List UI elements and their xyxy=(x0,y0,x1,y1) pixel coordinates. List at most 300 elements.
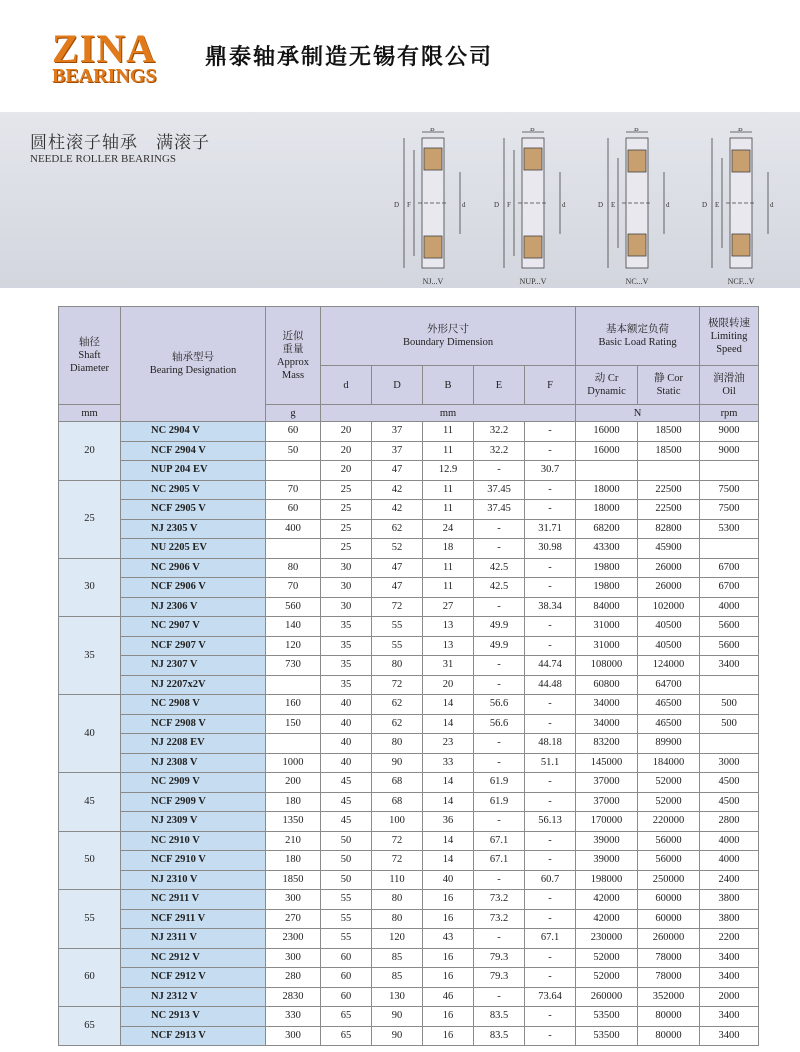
diagram-caption: NUP...V xyxy=(519,277,547,286)
speed-cell: 7500 xyxy=(700,500,759,520)
cor-cell: 220000 xyxy=(638,812,700,832)
d-cell: 45 xyxy=(321,773,372,793)
b-cell: 14 xyxy=(423,773,474,793)
designation-cell: NU 2205 EV xyxy=(121,539,266,559)
mass-cell: 730 xyxy=(266,656,321,676)
designation-cell: NJ 2208 EV xyxy=(121,734,266,754)
speed-cell xyxy=(700,675,759,695)
f-cell: - xyxy=(525,851,576,871)
table-row xyxy=(59,617,759,637)
f-cell: - xyxy=(525,773,576,793)
designation-cell: NJ 2310 V xyxy=(121,870,266,890)
cr-cell: 16000 xyxy=(576,441,638,461)
big-d-cell: 72 xyxy=(372,851,423,871)
boundary-en: Boundary Dimension xyxy=(402,337,494,348)
dim-e: E xyxy=(715,201,720,209)
cr-cell: 16000 xyxy=(576,422,638,442)
d-cell: 50 xyxy=(321,870,372,890)
b-cell: 13 xyxy=(423,617,474,637)
d-cell: 65 xyxy=(321,1007,372,1027)
table-row xyxy=(59,500,759,520)
speed-cell xyxy=(700,734,759,754)
big-d-cell: 47 xyxy=(372,558,423,578)
shaft-diameter-cell: 50 xyxy=(59,831,121,890)
dim-b: B xyxy=(430,128,435,133)
b-cell: 18 xyxy=(423,539,474,559)
mass-cell: 80 xyxy=(266,558,321,578)
cr-cell: 84000 xyxy=(576,597,638,617)
diagram-nj xyxy=(388,128,478,288)
cor-cell: 22500 xyxy=(638,500,700,520)
d-cell: 25 xyxy=(321,539,372,559)
designation-cell: NC 2906 V xyxy=(121,558,266,578)
b-cell: 43 xyxy=(423,929,474,949)
cor-cell: 102000 xyxy=(638,597,700,617)
big-d-cell: 120 xyxy=(372,929,423,949)
designation-cell: NC 2905 V xyxy=(121,480,266,500)
mass-cell: 70 xyxy=(266,480,321,500)
f-cell: - xyxy=(525,909,576,929)
speed-cell: 4500 xyxy=(700,792,759,812)
bearing-section-icon xyxy=(388,128,478,278)
big-d-cell: 55 xyxy=(372,636,423,656)
e-cell: - xyxy=(474,656,525,676)
table-body xyxy=(59,422,759,1046)
col-big-d: D xyxy=(372,366,423,405)
speed-cell: 2200 xyxy=(700,929,759,949)
shaft-diameter-cell: 55 xyxy=(59,890,121,949)
table-row xyxy=(59,519,759,539)
b-cell: 14 xyxy=(423,851,474,871)
mass-cell xyxy=(266,734,321,754)
mass-en2: Mass xyxy=(281,369,305,381)
d-cell: 60 xyxy=(321,987,372,1007)
d-cell: 25 xyxy=(321,519,372,539)
speed-cell: 3400 xyxy=(700,1026,759,1046)
cr-cell: 31000 xyxy=(576,636,638,656)
cor-cell: 18500 xyxy=(638,441,700,461)
d-cell: 30 xyxy=(321,558,372,578)
designation-cell: NC 2904 V xyxy=(121,422,266,442)
d-cell: 40 xyxy=(321,734,372,754)
big-d-cell: 68 xyxy=(372,792,423,812)
designation-cell: NJ 2306 V xyxy=(121,597,266,617)
table-row xyxy=(59,792,759,812)
mass-cell: 300 xyxy=(266,1026,321,1046)
designation-cell: NCF 2913 V xyxy=(121,1026,266,1046)
cor-cell: 64700 xyxy=(638,675,700,695)
mass-cell: 200 xyxy=(266,773,321,793)
mass-cell xyxy=(266,539,321,559)
cr-cell: 260000 xyxy=(576,987,638,1007)
cr-cell: 68200 xyxy=(576,519,638,539)
table-row xyxy=(59,890,759,910)
cor-cell: 124000 xyxy=(638,656,700,676)
mass-cell: 160 xyxy=(266,695,321,715)
cor-en: Static xyxy=(656,386,681,397)
f-cell: 60.7 xyxy=(525,870,576,890)
d-cell: 50 xyxy=(321,851,372,871)
e-cell: 42.5 xyxy=(474,558,525,578)
cor-cell: 46500 xyxy=(638,714,700,734)
cor-cell: 52000 xyxy=(638,773,700,793)
shaft-diameter-cell: 40 xyxy=(59,695,121,773)
mass-cell: 120 xyxy=(266,636,321,656)
cr-cell: 145000 xyxy=(576,753,638,773)
mass-cell: 210 xyxy=(266,831,321,851)
d-cell: 25 xyxy=(321,500,372,520)
designation-cell: NCF 2912 V xyxy=(121,968,266,988)
bearing-section-icon xyxy=(488,128,578,278)
table-row xyxy=(59,539,759,559)
col-e: E xyxy=(474,366,525,405)
designation-cell: NCF 2908 V xyxy=(121,714,266,734)
f-cell: - xyxy=(525,968,576,988)
table-row xyxy=(59,695,759,715)
b-cell: 27 xyxy=(423,597,474,617)
e-cell: 37.45 xyxy=(474,500,525,520)
d-cell: 20 xyxy=(321,461,372,481)
b-cell: 24 xyxy=(423,519,474,539)
big-d-cell: 80 xyxy=(372,734,423,754)
designation-cell: NCF 2907 V xyxy=(121,636,266,656)
f-cell: 73.64 xyxy=(525,987,576,1007)
big-d-cell: 130 xyxy=(372,987,423,1007)
designation-cell: NUP 204 EV xyxy=(121,461,266,481)
dim-small-d: d xyxy=(770,201,774,209)
unit-dims: mm xyxy=(321,405,576,422)
e-cell: 79.3 xyxy=(474,968,525,988)
cor-cell: 60000 xyxy=(638,909,700,929)
table-row xyxy=(59,558,759,578)
mass-cell: 1000 xyxy=(266,753,321,773)
cr-cell: 52000 xyxy=(576,968,638,988)
big-d-cell: 80 xyxy=(372,909,423,929)
b-cell: 14 xyxy=(423,714,474,734)
cor-cell: 40500 xyxy=(638,636,700,656)
d-cell: 60 xyxy=(321,948,372,968)
mass-cell: 140 xyxy=(266,617,321,637)
mass-cell: 270 xyxy=(266,909,321,929)
cr-cell: 52000 xyxy=(576,948,638,968)
cor-cn: 静 Cor xyxy=(654,373,683,384)
cr-cell: 108000 xyxy=(576,656,638,676)
big-d-cell: 110 xyxy=(372,870,423,890)
b-cell: 36 xyxy=(423,812,474,832)
f-cell: - xyxy=(525,558,576,578)
cor-cell: 352000 xyxy=(638,987,700,1007)
designation-en: Bearing Designation xyxy=(149,365,237,376)
designation-cell: NCF 2905 V xyxy=(121,500,266,520)
d-cell: 55 xyxy=(321,890,372,910)
col-speed-header xyxy=(700,307,759,366)
d-cell: 50 xyxy=(321,831,372,851)
mass-cell: 300 xyxy=(266,890,321,910)
col-d: d xyxy=(321,366,372,405)
diagram-ncf xyxy=(696,128,786,288)
logo-line2: BEARINGS xyxy=(52,65,157,87)
b-cell: 20 xyxy=(423,675,474,695)
d-cell: 20 xyxy=(321,441,372,461)
f-cell: 51.1 xyxy=(525,753,576,773)
speed-cell: 500 xyxy=(700,695,759,715)
table-row xyxy=(59,773,759,793)
zina-logo xyxy=(52,26,164,87)
b-cell: 16 xyxy=(423,890,474,910)
section-title-cn: 圆柱滚子轴承 满滚子 xyxy=(30,133,210,153)
designation-cell: NC 2910 V xyxy=(121,831,266,851)
big-d-cell: 90 xyxy=(372,753,423,773)
dim-b: B xyxy=(634,128,639,133)
e-cell: 73.2 xyxy=(474,890,525,910)
bearing-table xyxy=(58,306,758,1046)
e-cell: - xyxy=(474,461,525,481)
f-cell: - xyxy=(525,500,576,520)
logo-line1: ZINA xyxy=(52,26,157,71)
spec-table xyxy=(58,306,759,1046)
speed-en2: Speed xyxy=(716,343,742,355)
b-cell: 16 xyxy=(423,948,474,968)
speed-cell xyxy=(700,539,759,559)
big-d-cell: 55 xyxy=(372,617,423,637)
table-row xyxy=(59,714,759,734)
cr-cell: 42000 xyxy=(576,890,638,910)
d-cell: 30 xyxy=(321,597,372,617)
f-cell: 48.18 xyxy=(525,734,576,754)
designation-cell: NCF 2910 V xyxy=(121,851,266,871)
cor-cell: 18500 xyxy=(638,422,700,442)
b-cell: 16 xyxy=(423,1026,474,1046)
d-cell: 20 xyxy=(321,422,372,442)
cor-cell xyxy=(638,461,700,481)
designation-cell: NC 2908 V xyxy=(121,695,266,715)
cor-cell: 26000 xyxy=(638,558,700,578)
b-cell: 14 xyxy=(423,831,474,851)
mass-cell: 2830 xyxy=(266,987,321,1007)
dim-big-d: D xyxy=(394,201,400,209)
e-cell: 79.3 xyxy=(474,948,525,968)
f-cell: - xyxy=(525,948,576,968)
e-cell: 83.5 xyxy=(474,1007,525,1027)
e-cell: - xyxy=(474,929,525,949)
big-d-cell: 52 xyxy=(372,539,423,559)
cr-cell: 37000 xyxy=(576,792,638,812)
e-cell: - xyxy=(474,734,525,754)
mass-cell: 1850 xyxy=(266,870,321,890)
e-cell: - xyxy=(474,597,525,617)
e-cell: 32.2 xyxy=(474,441,525,461)
speed-cell: 6700 xyxy=(700,578,759,598)
b-cell: 12.9 xyxy=(423,461,474,481)
table-row xyxy=(59,948,759,968)
big-d-cell: 90 xyxy=(372,1026,423,1046)
dim-big-d: D xyxy=(598,201,604,209)
e-cell: 49.9 xyxy=(474,617,525,637)
mass-cell: 60 xyxy=(266,500,321,520)
cor-cell: 40500 xyxy=(638,617,700,637)
designation-cell: NJ 2305 V xyxy=(121,519,266,539)
speed-cell: 4000 xyxy=(700,851,759,871)
mass-cell: 1350 xyxy=(266,812,321,832)
designation-cell: NC 2912 V xyxy=(121,948,266,968)
e-cell: 56.6 xyxy=(474,714,525,734)
speed-cell: 2400 xyxy=(700,870,759,890)
dim-e: E xyxy=(611,201,616,209)
speed-cell: 3400 xyxy=(700,1007,759,1027)
col-load-header xyxy=(576,307,700,366)
table-row xyxy=(59,968,759,988)
d-cell: 55 xyxy=(321,909,372,929)
cr-cell: 31000 xyxy=(576,617,638,637)
cor-cell: 52000 xyxy=(638,792,700,812)
f-cell: 67.1 xyxy=(525,929,576,949)
f-cell: - xyxy=(525,441,576,461)
big-d-cell: 68 xyxy=(372,773,423,793)
unit-speed: rpm xyxy=(700,405,759,422)
f-cell: - xyxy=(525,480,576,500)
table-row xyxy=(59,870,759,890)
b-cell: 14 xyxy=(423,695,474,715)
d-cell: 60 xyxy=(321,968,372,988)
dim-small-d: d xyxy=(666,201,670,209)
speed-cell: 9000 xyxy=(700,422,759,442)
b-cell: 46 xyxy=(423,987,474,1007)
bearing-section-icon xyxy=(592,128,682,278)
e-cell: 32.2 xyxy=(474,422,525,442)
diagram-caption: NCF...V xyxy=(727,277,755,286)
d-cell: 25 xyxy=(321,480,372,500)
table-row xyxy=(59,675,759,695)
shaft-diameter-cell: 60 xyxy=(59,948,121,1007)
table-row xyxy=(59,1026,759,1046)
mass-en1: Approx xyxy=(276,356,310,368)
big-d-cell: 42 xyxy=(372,500,423,520)
b-cell: 31 xyxy=(423,656,474,676)
speed-cell: 3400 xyxy=(700,968,759,988)
col-boundary-header xyxy=(321,307,576,366)
designation-cell: NJ 2307 V xyxy=(121,656,266,676)
dim-b: B xyxy=(530,128,535,133)
table-row xyxy=(59,929,759,949)
f-cell: - xyxy=(525,636,576,656)
cr-cell xyxy=(576,461,638,481)
shaft-diameter-cell: 65 xyxy=(59,1007,121,1046)
f-cell: - xyxy=(525,1007,576,1027)
speed-cell: 7500 xyxy=(700,480,759,500)
table-row xyxy=(59,578,759,598)
dim-small-d: d xyxy=(462,201,466,209)
cor-cell: 89900 xyxy=(638,734,700,754)
cr-cell: 19800 xyxy=(576,558,638,578)
mass-cell xyxy=(266,675,321,695)
table-row xyxy=(59,656,759,676)
f-cell: - xyxy=(525,578,576,598)
big-d-cell: 47 xyxy=(372,578,423,598)
cr-cell: 18000 xyxy=(576,480,638,500)
mass-cell: 70 xyxy=(266,578,321,598)
oil-en: Oil xyxy=(722,386,736,397)
diagram-nc xyxy=(592,128,682,288)
e-cell: 42.5 xyxy=(474,578,525,598)
cor-cell: 78000 xyxy=(638,948,700,968)
cr-cell: 83200 xyxy=(576,734,638,754)
cor-cell: 22500 xyxy=(638,480,700,500)
big-d-cell: 90 xyxy=(372,1007,423,1027)
page-header xyxy=(0,0,800,112)
d-cell: 55 xyxy=(321,929,372,949)
designation-cell: NC 2913 V xyxy=(121,1007,266,1027)
cor-cell: 46500 xyxy=(638,695,700,715)
speed-cell: 5300 xyxy=(700,519,759,539)
cr-cell: 60800 xyxy=(576,675,638,695)
mass-cell: 150 xyxy=(266,714,321,734)
speed-cell: 4500 xyxy=(700,773,759,793)
col-b: B xyxy=(423,366,474,405)
speed-cell: 6700 xyxy=(700,558,759,578)
speed-cell: 3400 xyxy=(700,948,759,968)
cor-cell: 26000 xyxy=(638,578,700,598)
cr-cell: 53500 xyxy=(576,1007,638,1027)
dim-big-d: D xyxy=(702,201,708,209)
b-cell: 11 xyxy=(423,558,474,578)
company-name: 鼎泰轴承制造无锡有限公司 xyxy=(205,45,494,70)
cr-cell: 43300 xyxy=(576,539,638,559)
cor-cell: 184000 xyxy=(638,753,700,773)
big-d-cell: 47 xyxy=(372,461,423,481)
speed-cell: 4000 xyxy=(700,831,759,851)
e-cell: - xyxy=(474,812,525,832)
col-mass-header xyxy=(266,307,321,405)
table-row xyxy=(59,461,759,481)
f-cell: 56.13 xyxy=(525,812,576,832)
designation-cn: 轴承型号 xyxy=(172,352,214,363)
f-cell: - xyxy=(525,792,576,812)
b-cell: 16 xyxy=(423,968,474,988)
boundary-cn: 外形尺寸 xyxy=(427,324,470,335)
e-cell: - xyxy=(474,539,525,559)
bearing-section-icon xyxy=(696,128,786,278)
load-en: Basic Load Rating xyxy=(598,337,677,348)
shaft-diameter-cell: 20 xyxy=(59,422,121,481)
b-cell: 23 xyxy=(423,734,474,754)
d-cell: 65 xyxy=(321,1026,372,1046)
cr-cn: 动 Cr xyxy=(594,373,619,384)
d-cell: 45 xyxy=(321,792,372,812)
dim-f: F xyxy=(507,201,511,209)
cr-en: Dynamic xyxy=(587,386,626,397)
e-cell: - xyxy=(474,675,525,695)
mass-cell: 50 xyxy=(266,441,321,461)
f-cell: 30.98 xyxy=(525,539,576,559)
d-cell: 40 xyxy=(321,695,372,715)
f-cell: 44.74 xyxy=(525,656,576,676)
cor-cell: 250000 xyxy=(638,870,700,890)
designation-cell: NJ 2207x2V xyxy=(121,675,266,695)
b-cell: 11 xyxy=(423,441,474,461)
speed-cell xyxy=(700,461,759,481)
e-cell: 67.1 xyxy=(474,851,525,871)
big-d-cell: 85 xyxy=(372,948,423,968)
speed-cell: 5600 xyxy=(700,617,759,637)
big-d-cell: 62 xyxy=(372,714,423,734)
col-cor xyxy=(638,366,700,405)
e-cell: 61.9 xyxy=(474,773,525,793)
cor-cell: 260000 xyxy=(638,929,700,949)
unit-shaft: mm xyxy=(59,405,121,422)
shaft-en1: Shaft xyxy=(78,350,101,361)
e-cell: - xyxy=(474,987,525,1007)
designation-cell: NJ 2311 V xyxy=(121,929,266,949)
